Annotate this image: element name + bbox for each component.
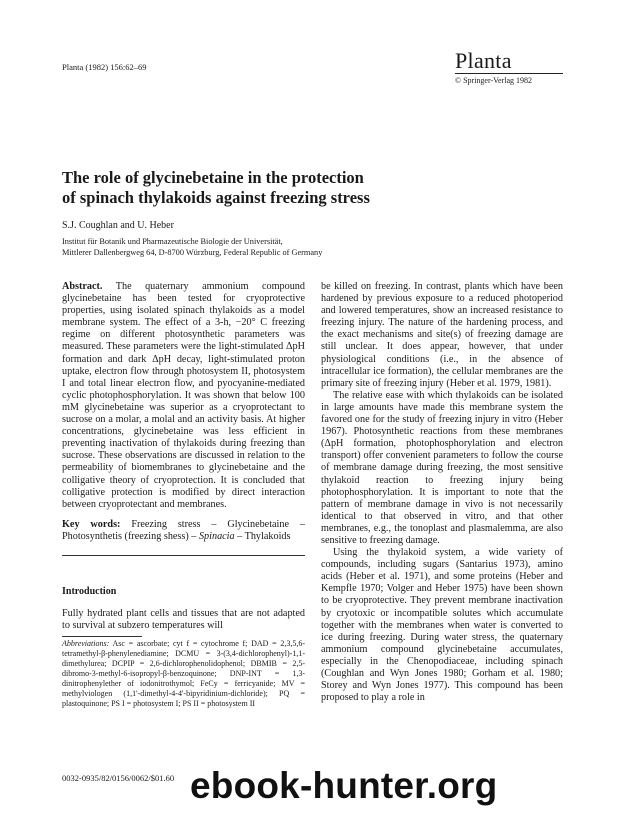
journal-citation: Planta (1982) 156:62–69	[62, 62, 147, 72]
publisher-copyright: © Springer-Verlag 1982	[455, 76, 533, 85]
watermark: ebook-hunter.org	[190, 765, 498, 806]
title-line-1: The role of glycinebetaine in the protection	[62, 168, 364, 187]
footnote-rule	[62, 636, 142, 637]
keywords-part2: – Thylakoids	[237, 530, 291, 542]
keywords-genus: Spinacia	[198, 530, 235, 542]
journal-masthead	[455, 50, 563, 85]
title-line-2: of spinach thylakoids against freezing stress	[62, 188, 370, 207]
abstract-text: The quaternary ammonium compound glycinebetaine has been tested for cryoprotective properties, using isolated spinach thylakoids as a model membrane system. The effect of a 3-h, −20° C freezing regime on different photosynthetic parameters was measured. These parameters were the light-stimulated ΔpH formation and dark ΔpH decay, light-stimulated proton uptake, electron flow through photosystem II, photosystem I and total linear electron flow, and pyocyanine-mediated cyclic photophosphorylation. It was shown that below 100 mM glycinebetaine was superior as a cryoprotectant to sucrose on a molar, a molal and an activity basis. At higher concentrations, glycinebetaine was less efficient in preventing inactivation of thylakoids during freezing than sucrose. These observations are discussed in relation to the permeability of biomembranes to glycinebetaine and the colligative theory of cryoprotection. It is concluded that colligative protection is modified by direct interaction between cryoprotectant and membranes.	[62, 281, 305, 510]
abstract	[62, 281, 305, 511]
issn-line: 0032-0935/82/0156/0062/$01.60	[62, 773, 175, 783]
section-divider	[62, 555, 305, 556]
introduction-heading: Introduction	[62, 585, 117, 597]
left-column	[62, 281, 305, 709]
affiliation-line-2: Mittlerer Dallenbergweg 64, D-8700 Würzburg, Federal Republic of Germany	[62, 248, 323, 257]
authors: S.J. Coughlan and U. Heber	[62, 220, 174, 231]
right-column	[321, 281, 563, 704]
abbreviations-footnote	[62, 639, 305, 709]
body-paragraph-2: The relative ease with which thylakoids can be isolated in large amounts have made this membrane system the favored one for the study of freezing injury in vitro (Heber 1967). Photosynthetic reactions from these membranes (ΔpH formation, photophosphorylation and electron transport) offer convenient parameters to follow the course of membrane damage during freezing, the most sensitive thylakoid reaction to freezing injury being photophosphorylation. It is important to note that the pattern of membrane damage in vivo is not necessarily identical to that observed in vitro, and that other membranes, e.g., the tonoplast and plasmalemma, are also sensitive to freezing damage.	[321, 389, 563, 546]
introduction-paragraph: Fully hydrated plant cells and tissues that are not adapted to survival at subzero temperatures will	[62, 608, 305, 632]
body-paragraph-1: be killed on freezing. In contrast, plants which have been hardened by previous exposure to a reduced photoperiod and lowered temperatures, show an increased resistance to freezing injury. The nature of the hardening process, and the exact mechanisms and site(s) of freezing damage are still unclear. It does appear, however, that under physiological conditions (i.e., in the absence of intracellular ice formation), the cellular membranes are the primary site of freezing injury (Heber et al. 1979, 1981).	[321, 281, 563, 389]
footnote-text: Asc = ascorbate; cyt f = cytochrome f; DAD = 2,3,5,6-tetramethyl-β-phenylenediamine; DCMU = 3-(3,4-dichlorophenyl)-1,1-dimethylurea; DCPIP = 2,6-dichlorophenolidophenol; DBMIB = 2,5-dibromo-3-methyl-6-isopropyl-β-benzoquinone; DNP-INT = 1,3-dinitrophenylether of iodonitrothymol; FeCy = ferricyanide; MV = methylviologen (1,1'-dimethyl-4-4'-bipyridinium-dichloride); PQ = plastoquinone; PS I = photosystem I; PS II = photosystem II	[62, 639, 306, 709]
affiliation-line-1: Institut für Botanik und Pharmazeutische Biologie der Universität,	[62, 237, 283, 246]
affiliation	[62, 236, 562, 258]
masthead-rule	[455, 73, 563, 74]
footnote-label: Abbreviations:	[62, 639, 110, 649]
abstract-label: Abstract.	[62, 281, 103, 292]
article-title	[62, 168, 542, 208]
keywords-label: Key words:	[62, 518, 121, 530]
body-paragraph-3: Using the thylakoid system, a wide variety of compounds, including sugars (Santarius 1973), amino acids (Heber et al. 1971), and some proteins (Heber and Kempfle 1970; Volger and Heber 1975) have been shown to be cryoprotective. They prevent membrane inactivation by cryotoxic or incompatible solutes which accumulate together with the membranes when water is converted to ice during freezing. During water stress, the quaternary ammonium compound glycinebetaine accumulates, especially in the Chenopodiaceae, including spinach (Coughlan and Wyn Jones 1980; Gorham et al. 1980; Storey and Wyn Jones 1977). This compound has been proposed to play a role in	[321, 547, 563, 704]
keywords-part1: Freezing stress – Glycinebetaine – Photosynthetis (freezing shess) –	[62, 518, 305, 542]
journal-name: Planta	[455, 48, 512, 73]
keywords	[62, 519, 305, 543]
